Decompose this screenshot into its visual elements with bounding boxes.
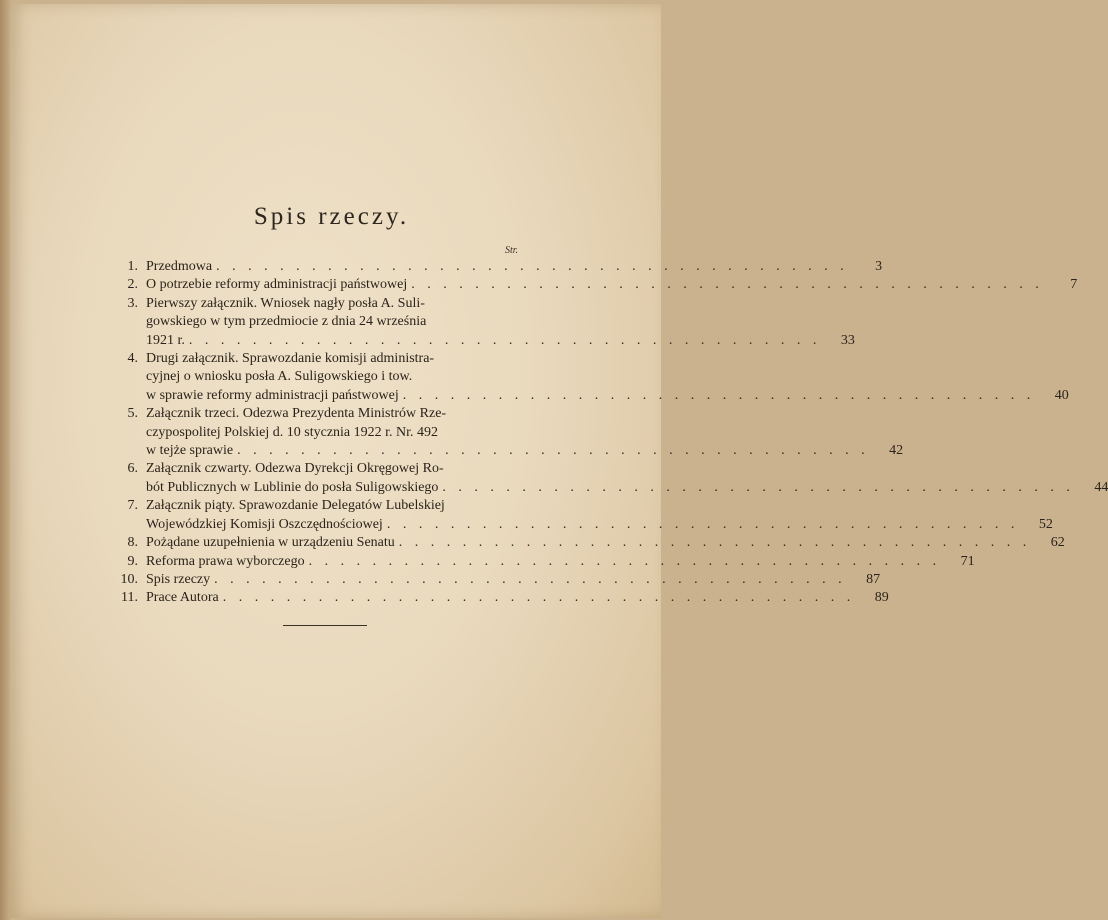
toc-entry-text: w sprawie reformy administracji państwowej [146, 387, 399, 403]
dot-leader: . . . . . . . . . . . . . . . . . . . . . . . . . . . . . . . . . . . . . . . . [216, 259, 849, 274]
toc-entry-text: O potrzebie reformy administracji państwowej [146, 277, 408, 293]
dot-leader: . . . . . . . . . . . . . . . . . . . . . . . . . . . . . . . . . . . . . . . . [386, 516, 1019, 532]
toc-entry [108, 258, 883, 276]
dot-leader: . . . . . . . . . . . . . . . . . . . . . . . . . . . . . . . . . . . . . . . . [237, 443, 870, 459]
dot-leader: . . . . . . . . . . . . . . . . . . . . . . . . . . . . . . . . . . . . . . . . [402, 387, 1035, 403]
toc-entry-text: Załącznik trzeci. Odezwa Prezydenta Ministrów Rze- [146, 406, 447, 422]
toc-entry-page: 71 [960, 553, 975, 569]
toc-entry-text: Prace Autora [146, 590, 219, 606]
dot-leader: . . . . . . . . . . . . . . . . . . . . . . . . . . . . . . . . . . . . . . . . [442, 479, 1075, 495]
toc-entry-text: gowskiego w tym przedmiocie z dnia 24 września [146, 314, 427, 330]
toc-entry-number: 11. [121, 590, 138, 606]
toc-entry [108, 589, 889, 607]
toc-entry-page: 87 [866, 571, 881, 587]
toc-entry-number: 7. [127, 498, 138, 514]
toc-entry-text: Pierwszy załącznik. Wniosek nagły posła A. Suli- [146, 295, 425, 311]
toc-entry [108, 534, 1065, 552]
toc-entry [108, 405, 904, 460]
toc-entry-text: Załącznik czwarty. Odezwa Dyrekcji Okręgowej Ro- [146, 461, 444, 477]
toc-entry-page: 62 [1050, 535, 1065, 551]
toc-entry-text: Drugi załącznik. Sprawozdanie komisji administra- [146, 351, 435, 367]
toc-entry-page: 3 [875, 259, 883, 274]
toc-entry-page: 52 [1038, 516, 1053, 532]
toc-entry-page: 40 [1054, 387, 1069, 403]
toc-entry [108, 460, 1108, 497]
toc-entry-number: 4. [127, 351, 138, 367]
toc-entry-text: w tejże sprawie [146, 443, 234, 459]
dot-leader: . . . . . . . . . . . . . . . . . . . . . . . . . . . . . . . . . . . . . . . . [222, 590, 855, 606]
toc-entry-page: 44 [1094, 479, 1108, 495]
toc-entry-text: 1921 r. [146, 332, 185, 348]
toc-entry [108, 295, 855, 350]
toc-entry-number: 9. [127, 553, 138, 569]
dot-leader: . . . . . . . . . . . . . . . . . . . . . . . . . . . . . . . . . . . . . . . . [398, 535, 1031, 551]
dot-leader: . . . . . . . . . . . . . . . . . . . . . . . . . . . . . . . . . . . . . . . . [411, 277, 1044, 293]
divider [283, 625, 367, 626]
toc-entry [108, 497, 1053, 534]
toc-entry-text: Spis rzeczy [146, 571, 211, 587]
toc-entry [108, 553, 975, 571]
toc-entry-page: 7 [1070, 277, 1078, 293]
toc-entry [108, 571, 881, 589]
toc-entry-number: 3. [127, 295, 138, 311]
toc-entry-text: bót Publicznych w Lublinie do posła Suligowskiego [146, 479, 439, 495]
toc-entry-text: Załącznik piąty. Sprawozdanie Delegatów Lubelskiej [146, 498, 445, 514]
toc-entry-text: Pożądane uzupełnienia w urządzeniu Senatu [146, 535, 395, 551]
toc-entry-page: 42 [889, 443, 904, 459]
toc-entry-number: 10. [120, 571, 138, 587]
toc-entry-number: 1. [127, 259, 138, 274]
toc-entry-text: Reforma prawa wyborczego [146, 553, 305, 569]
toc-entry-number: 6. [127, 461, 138, 477]
toc-entry-text: cyjnej o wniosku posła A. Suligowskiego i tow. [146, 369, 413, 385]
dot-leader: . . . . . . . . . . . . . . . . . . . . . . . . . . . . . . . . . . . . . . . . [214, 571, 847, 587]
toc-entry-page: 33 [840, 332, 855, 348]
table-of-contents [108, 258, 1108, 608]
page-title: Spis rzeczy. [253, 203, 410, 230]
toc-entry [108, 350, 1069, 405]
toc-entry-number: 5. [127, 406, 138, 422]
toc-entry-text: Wojewódzkiej Komisji Oszczędnościowej [146, 516, 383, 532]
toc-entry [108, 276, 1078, 294]
dot-leader: . . . . . . . . . . . . . . . . . . . . . . . . . . . . . . . . . . . . . . . . [188, 332, 821, 348]
toc-entry-page: 89 [874, 590, 889, 606]
toc-entry-text: Przedmowa [146, 259, 213, 274]
toc-entry-text: czypospolitej Polskiej d. 10 stycznia 1922 r. Nr. 492 [146, 424, 439, 440]
dot-leader: . . . . . . . . . . . . . . . . . . . . . . . . . . . . . . . . . . . . . . . . [308, 553, 941, 569]
toc-entry-number: 8. [127, 535, 138, 551]
page-column-label: Str. [505, 245, 519, 256]
toc-entry-number: 2. [127, 277, 138, 293]
